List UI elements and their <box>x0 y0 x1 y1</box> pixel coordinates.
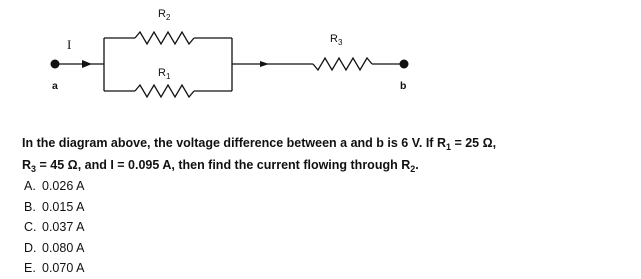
circuit-diagram <box>0 0 641 130</box>
resistor-r2 <box>135 32 194 44</box>
label-node-b: b <box>400 80 407 92</box>
node-b-dot <box>400 60 409 69</box>
label-node-a: a <box>52 80 58 92</box>
label-current: I <box>67 37 72 52</box>
resistor-r3 <box>313 58 372 70</box>
answer-choices <box>24 176 84 279</box>
choice-c[interactable]: C. 0.037 A <box>24 220 85 235</box>
current-arrow-icon <box>82 60 92 68</box>
label-r1: $R_1$ <box>158 67 171 81</box>
node-a-dot <box>51 60 60 69</box>
choice-d[interactable]: D. 0.080 A <box>24 240 85 255</box>
resistor-r1 <box>135 85 194 97</box>
node-a-ref: a <box>340 136 348 150</box>
label-r3: $R_3$ <box>330 33 343 47</box>
choice-b[interactable]: B. 0.015 A <box>24 199 85 214</box>
question-text: In the diagram above, the voltage difference between a and b is 6 V. If $R_1 = 25$ Ω, $R_3 = 45$ Ω, and I = 0.095 A, then find the current flowing through $R_2$. <box>22 136 497 174</box>
choice-e[interactable]: E. 0.070 A <box>24 261 85 276</box>
label-r2: $R_2$ <box>158 8 171 22</box>
current-arrow-right-icon <box>260 61 269 67</box>
choice-a[interactable]: A. 0.026 A <box>24 179 85 193</box>
